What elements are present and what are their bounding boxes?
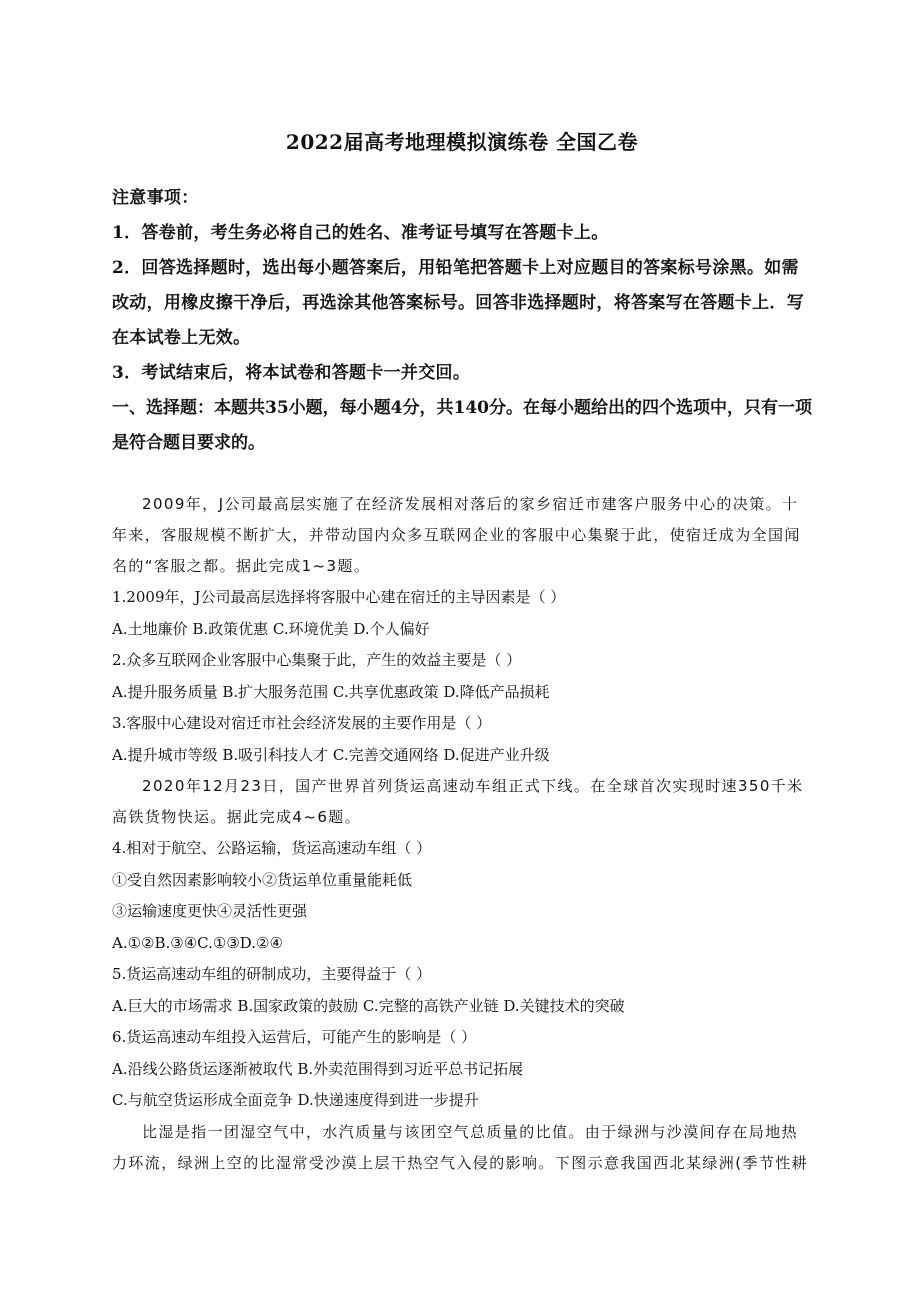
question-options: A.土地廉价 B.政策优惠 C.环境优美 D.个人偏好 xyxy=(112,619,430,638)
instructions xyxy=(112,181,812,391)
reading-passage: 比湿是指一团湿空气中，水汽质量与该团空气总质量的比值。由于绿洲与沙漠间存在局地热力环流，绿洲上空的比湿常受沙漠上层干热空气入侵的影响。下图示意我国西北某绿洲(季节性耕 xyxy=(112,1122,809,1172)
question-options: A.提升城市等级 B.吸引科技人才 C.完善交通网络 D.促进产业升级 xyxy=(112,745,550,764)
instruction-item: 1．答卷前，考生务必将自己的姓名、准考证号填写在答题卡上。 xyxy=(112,223,609,243)
question-stem: 6.货运高速动车组投入运营后，可能产生的影响是（ ） xyxy=(112,1028,477,1046)
question-statements: ③运输速度更快④灵活性更强 xyxy=(112,902,308,920)
exam-title: 2022届高考地理模拟演练卷 全国乙卷 xyxy=(285,130,639,154)
question-statements: ①受自然因素影响较小②货运单位重量能耗低 xyxy=(112,870,413,889)
question-stem: 2.众多互联网企业客服中心集聚于此，产生的效益主要是（ ） xyxy=(112,651,522,669)
instruction-item: 2．回答选择题时，选出每小题答案后，用铅笔把答题卡上对应题目的答案标号涂黑。如需改动，用橡皮擦干净后，再选涂其他答案标号。回答非选择题时，将答案写在答题卡上．写在本试卷上无效。 xyxy=(112,258,804,348)
question-stem: 5.货运高速动车组的研制成功，主要得益于（ ） xyxy=(112,965,432,983)
question-options: A.沿线公路货运逐渐被取代 B.外卖范围得到习近平总书记拓展 xyxy=(112,1059,524,1078)
reading-passage: 2020年12月23日，国产世界首列货运高速动车组正式下线。在全球首次实现时速350千米高铁货物快运。据此完成4~6题。 xyxy=(112,777,804,826)
question-options: A.巨大的市场需求 B.国家政策的鼓励 C.完整的高铁产业链 D.关键技术的突破 xyxy=(112,996,625,1015)
question-stem: 4.相对于航空、公路运输，货运高速动车组（ ） xyxy=(112,839,432,857)
question-options: A.①②B.③④C.①③D.②④ xyxy=(112,933,283,952)
section-heading: 一、选择题：本题共35小题，每小题4分，共140分。在每小题给出的四个选项中，只有一项是符合题目要求的。 xyxy=(112,398,812,453)
reading-passage: 2009年，J公司最高层实施了在经济发展相对落后的家乡宿迁市建客户服务中心的决策。十年来，客服规模不断扩大，并带动国内众多互联网企业的客服中心集聚于此，使宿迁成为全国闻名的“客服之都。据此完成1~3题。 xyxy=(112,495,801,575)
instructions-heading: 注意事项： xyxy=(112,188,199,208)
exam-page xyxy=(112,126,812,1179)
instruction-item: 3．考试结束后，将本试卷和答题卡一并交回。 xyxy=(112,363,471,383)
question-stem: 3.客服中心建设对宿迁市社会经济发展的主要作用是（ ） xyxy=(112,714,492,732)
question-options: A.提升服务质量 B.扩大服务范围 C.共享优惠政策 D.降低产品损耗 xyxy=(112,682,550,701)
question-stem: 1.2009年，J公司最高层选择将客服中心建在宿迁的主导因素是（ ） xyxy=(112,588,566,606)
question-options: C.与航空货运形成全面竞争 D.快递速度得到进一步提升 xyxy=(112,1091,479,1109)
